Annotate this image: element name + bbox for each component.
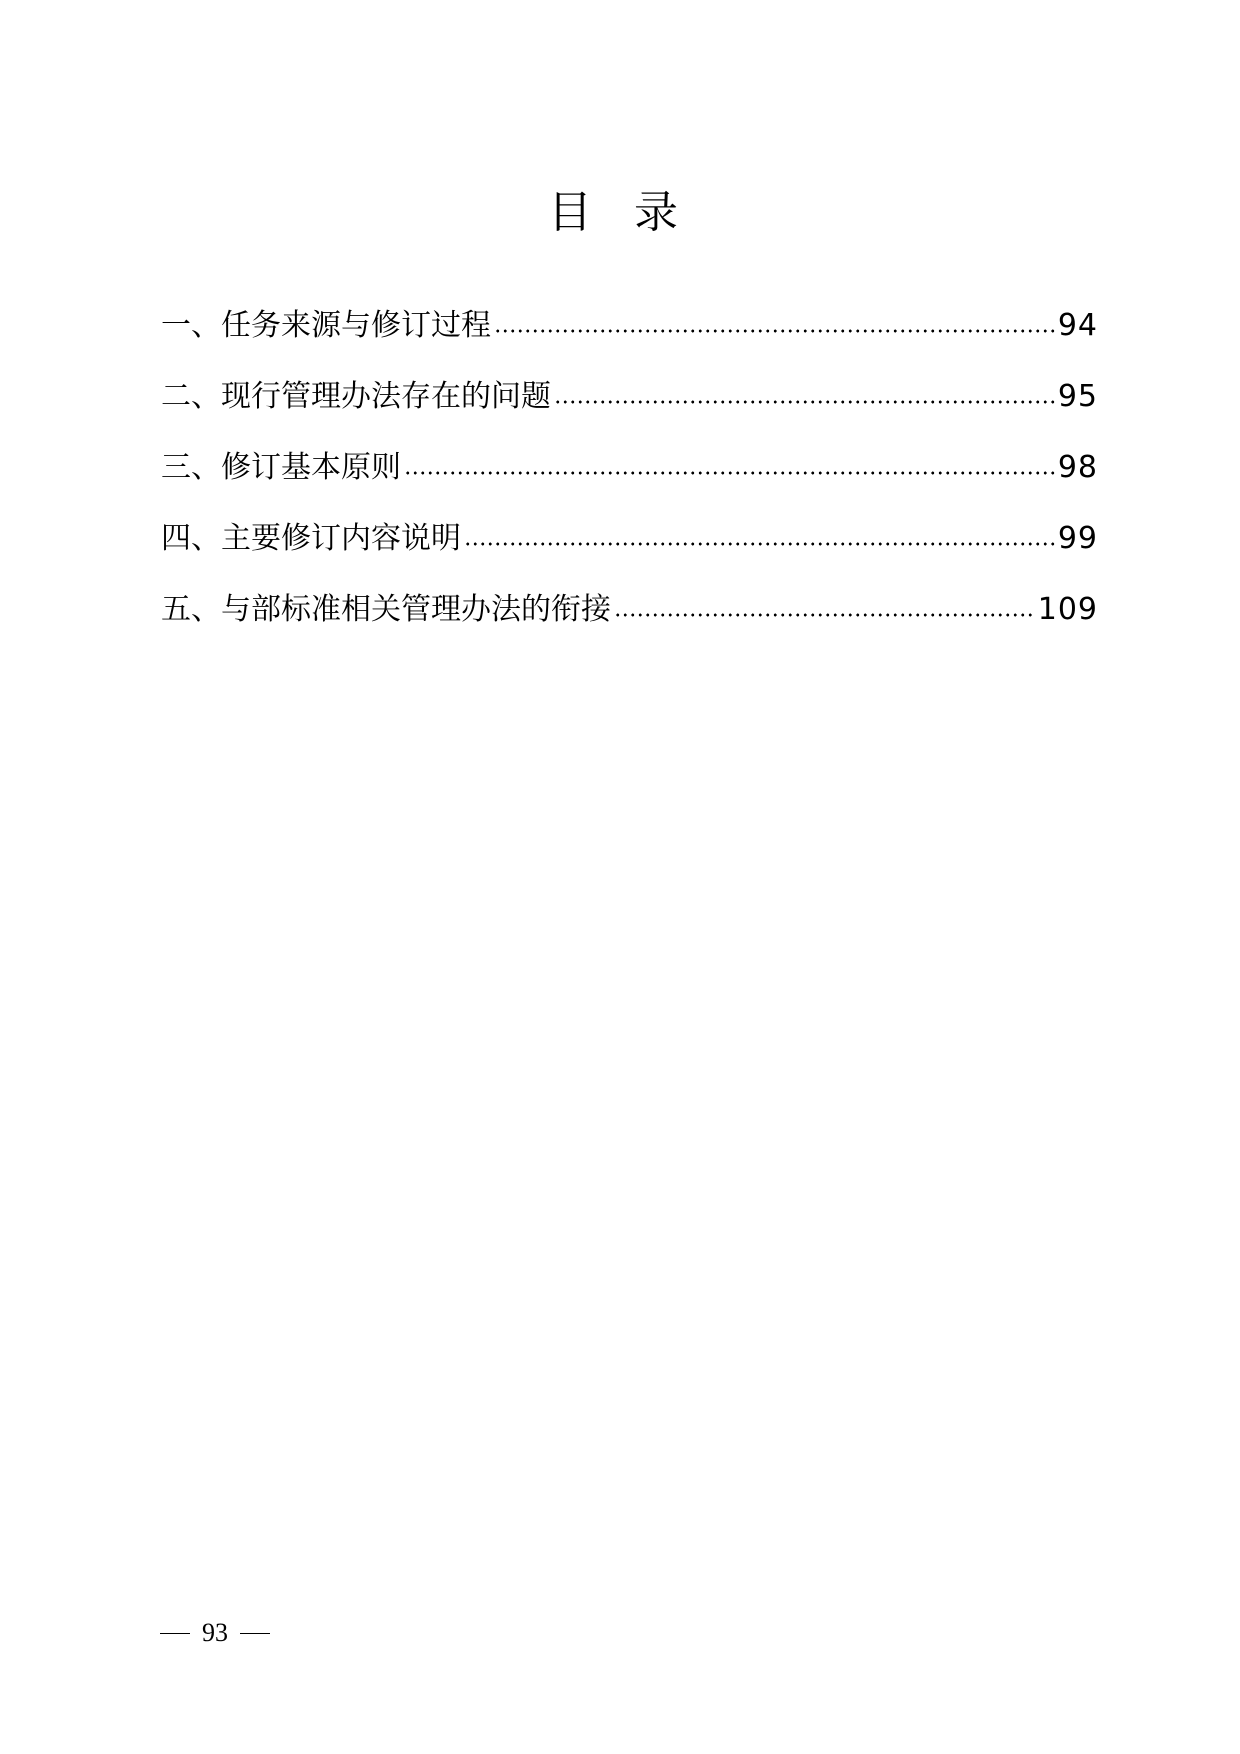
toc-entry-heading: 五、与部标准相关管理办法的衔接: [161, 592, 611, 627]
toc-entry[interactable]: [161, 442, 1098, 513]
toc-dot-leader: [614, 613, 1035, 617]
toc-dot-leader: [404, 471, 1055, 475]
toc-list: [161, 300, 1098, 655]
toc-entry-heading: 二、现行管理办法存在的问题: [161, 379, 551, 414]
toc-entry-heading: 四、主要修订内容说明: [161, 521, 461, 556]
footer-left-dash: [160, 1633, 190, 1634]
toc-dot-leader: [494, 329, 1055, 333]
toc-dot-leader: [554, 400, 1055, 404]
page-number: 93: [202, 1618, 228, 1647]
toc-entry-page-number: 99: [1057, 521, 1098, 556]
toc-entry-heading: 一、任务来源与修订过程: [161, 308, 491, 343]
footer-right-dash: [240, 1633, 270, 1634]
toc-entry-page-number: 98: [1057, 450, 1098, 485]
toc-entry[interactable]: [161, 513, 1098, 584]
toc-entry[interactable]: [161, 300, 1098, 371]
page-footer: [160, 1617, 270, 1649]
toc-entry[interactable]: [161, 584, 1098, 655]
toc-entry-page-number: 94: [1057, 308, 1098, 343]
toc-dot-leader: [464, 542, 1055, 546]
toc-entry[interactable]: [161, 371, 1098, 442]
toc-entry-page-number: 95: [1057, 379, 1098, 414]
toc-entry-heading: 三、修订基本原则: [161, 450, 401, 485]
toc-entry-page-number: 109: [1037, 592, 1098, 627]
toc-title: 目 录: [548, 187, 692, 238]
